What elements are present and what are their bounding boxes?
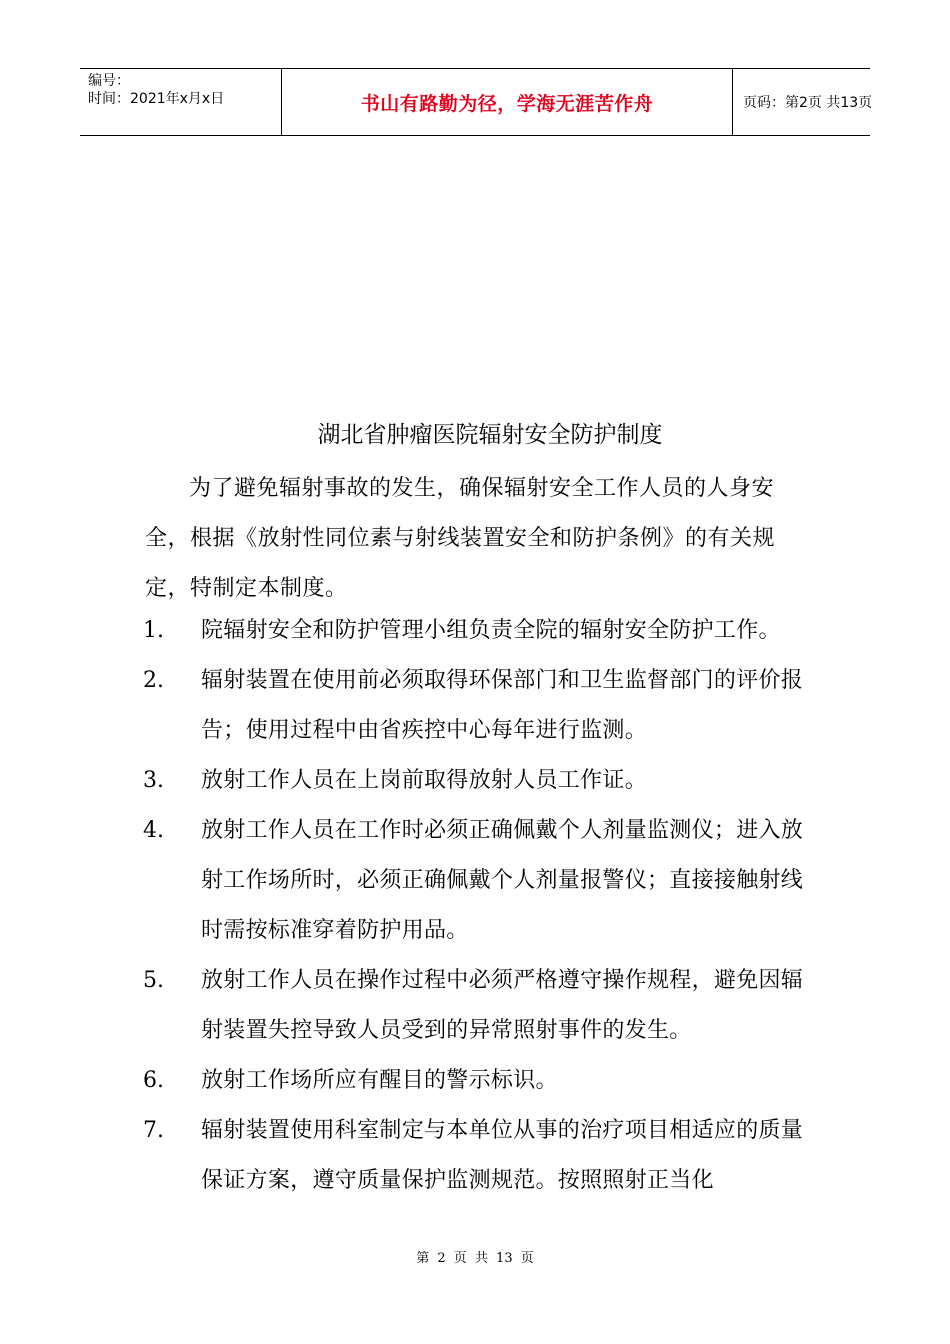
header-motto: 书山有路勤为径，学海无涯苦作舟 — [360, 92, 654, 115]
list-item-number: 1. — [143, 618, 164, 643]
list-item — [143, 806, 823, 956]
regulation-list — [143, 606, 823, 1206]
document-date-label: 时间：2021年x月x日 — [88, 91, 225, 107]
header-meta-cell — [80, 69, 281, 135]
list-item-number: 7. — [143, 1118, 164, 1143]
list-item — [143, 1056, 823, 1106]
list-item — [143, 956, 823, 1056]
header-page-info: 页码：第2页 共13页 — [743, 95, 873, 111]
document-number-label: 编号： — [88, 73, 130, 89]
list-item-text: 辐射装置使用科室制定与本单位从事的治疗项目相适应的质量保证方案，遵守质量保护监测规范。按照照射正当化 — [201, 1118, 804, 1193]
list-item-text: 放射工作人员在操作过程中必须严格遵守操作规程，避免因辐射装置失控导致人员受到的异常照射事件的发生。 — [201, 968, 804, 1043]
list-item-text: 放射工作人员在上岗前取得放射人员工作证。 — [201, 768, 648, 793]
document-title: 湖北省肿瘤医院辐射安全防护制度 — [317, 422, 663, 448]
list-item — [143, 756, 823, 806]
list-item-text: 院辐射安全和防护管理小组负责全院的辐射安全防护工作。 — [201, 618, 781, 643]
list-item-number: 2. — [143, 668, 164, 693]
list-item — [143, 656, 823, 756]
list-item-number: 3. — [143, 768, 164, 793]
list-item-number: 4. — [143, 818, 164, 843]
intro-paragraph: 为了避免辐射事故的发生，确保辐射安全工作人员的人身安全，根据《放射性同位素与射线装置安全和防护条例》的有关规定，特制定本制度。 — [145, 476, 776, 601]
page-footer: 第 2 页 共 13 页 — [416, 1251, 534, 1266]
page-header — [80, 68, 873, 136]
header-motto-cell — [281, 69, 733, 135]
list-item-text: 放射工作人员在工作时必须正确佩戴个人剂量监测仪；进入放射工作场所时，必须正确佩戴个人剂量报警仪；直接接触射线时需按标准穿着防护用品。 — [201, 818, 804, 943]
list-item-text: 辐射装置在使用前必须取得环保部门和卫生监督部门的评价报告；使用过程中由省疾控中心每年进行监测。 — [201, 668, 804, 743]
header-page-cell — [733, 69, 873, 135]
list-item-number: 5. — [143, 968, 164, 993]
list-item-text: 放射工作场所应有醒目的警示标识。 — [201, 1068, 558, 1093]
list-item — [143, 606, 823, 656]
list-item-number: 6. — [143, 1068, 164, 1093]
list-item — [143, 1106, 823, 1206]
